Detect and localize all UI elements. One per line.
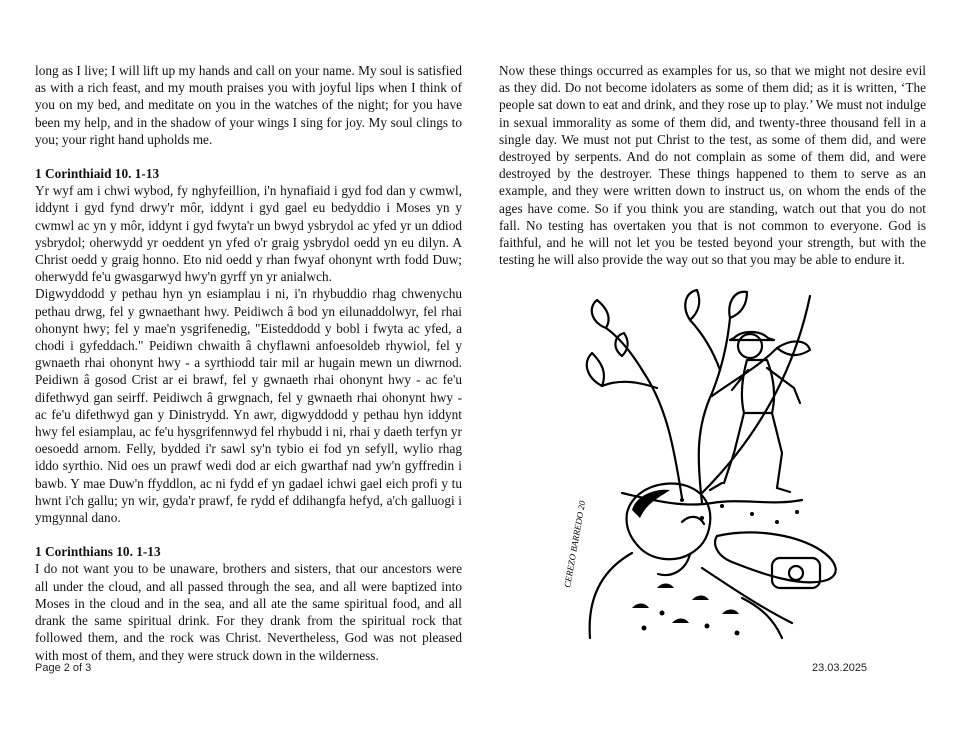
english-paragraph-left: I do not want you to be unaware, brothers and sisters, that our ancestors were all under the cloud, and all passed through the sea, and all were baptized into Moses in the cloud and in the sea, and all ate the same spiritual food, and all drank the same spiritual drink. For they drank from the spiritual rock that followed them, and the rock was Christ. Nevertheless, God was not pleased with most of them, and they were struck down in the wilderness. [35,561,462,663]
gardener-head [738,334,762,358]
welsh-paragraph-1: Yr wyf am i chwi wybod, fy nghyfeillion, i'n hynafiaid i gyd fod dan y cwmwl, iddynt i gyd fynd drwy'r môr, iddynt i gyd gael eu bedyddio i Moses yn y cwmwl ac yn y môr, iddynt i gyd fwyta'r un bwyd ysbrydol ac yfed yr un ddiod ysbrydol; oherwydd yr oeddent yn yfed o'r graig ysbrydol oedd yn eu dilyn. A Christ oedd y graig honno. Eto nid oedd y rhan fwyaf ohonynt wrth fodd Duw; oherwydd fe'u gwasgarwyd hwy'n gyrff yn yr anialwch. [35,183,462,285]
intro-paragraph: long as I live; I will lift up my hands and call on your name. My soul is satisfied as with a rich feast, and my mouth praises you with joyful lips when I think of you on my bed, and meditate on you in the watches of the night; for you have been my help, and in the shadow of your wings I sing for joy. My soul clings to you; your right hand upholds me. [35,63,462,147]
tree-trunk-right [699,318,730,503]
spade-handle [702,296,810,493]
chainsaw-hub [789,566,803,580]
english-reading-heading: 1 Corinthians 10. 1-13 [35,544,161,560]
leaf [729,292,747,318]
english-paragraph-right: Now these things occurred as examples for us, so that we might not desire evil as they did. Do not become idolaters as some of them did; as it is written, ‘The people sat down to eat and drink, and they rose up to play.’ We must not indulge in sexual immorality as some of them did, and twenty-three thousand fell in a single day. We must not put Christ to the test, as some of them did, and were destroyed by serpents. And do not complain as some of them did, and were destroyed by the destroyer. These things happened to them to serve as an example, and they were written down to instruct us, on whom the ends of the ages have come. So if you think you are standing, watch out that you do not fall. No testing has overtaken you that is not common to everyone. God is faithful, and he will not let you be tested beyond your strength, but with the testing he will also provide the way out so that you may be able to endure it. [499,63,926,268]
gardener-legs [724,413,782,488]
tree-trunk-left [606,328,682,498]
shirt-pattern [632,584,740,636]
left-column [35,62,462,664]
leaf [685,290,699,320]
man-shoulders [590,553,792,638]
tree-gardener-chainsaw-illustration [562,278,882,643]
paragraph-gap [35,148,462,165]
tree-branch [690,320,720,370]
right-column [499,62,926,268]
artist-signature: CEREZO BARREDO 20 [562,499,588,589]
chainsaw-body [772,558,820,588]
leaf [587,353,604,386]
page-date: 23.03.2025 [812,662,868,674]
page-number: Page 2 of 3 [35,662,92,674]
man-head [627,484,711,560]
leaf [592,300,609,328]
paragraph-gap [35,526,462,543]
chainsaw-blade [715,532,836,582]
welsh-paragraph-2: Digwyddodd y pethau hyn yn esiamplau i ni, i'n rhybuddio rhag chwenychu pethau drwg, fel y gwnaethant hwy. Peidiwch â bod yn eilunaddolwyr, fel rhai ohonynt hwy; fel y mae'n ysgrifenedig, "Eisteddodd y bobl i fwyta ac yfed, a chodi i gyfeddach." Peidiwn chwaith â chyflawni anfoesoldeb rhywiol, fel y gwnaeth rhai ohonynt hwy - a syrthiodd tair mil ar hugain mewn un diwrnod. Peidiwn â gosod Crist ar ei brawf, fel y gwnaeth rhai ohonynt hwy - ac fe'u difethwyd gan seirff. Peidiwch â grwgnach, fel y gwnaeth rhai ohonynt hwy - ac fe'u difethwyd gan y Dinistrydd. Yn awr, digwyddodd y pethau hyn iddynt hwy fel esiamplau, ac fe'u hysgrifennwyd fel rhybudd i ni, rhai y daeth terfyn yr oesoedd arnom. Felly, bydded i'r sawl sy'n tybio ei fod yn sefyll, wylio rhag iddo syrthio. Nid oes un prawf wedi dod ar eich gwarthaf nad yw'n gyffredin i bawb. Y mae Duw'n ffyddlon, ac ni fydd ef yn gadael ichwi gael eich profi y tu hwnt i'ch gallu; yn wir, gyda'r prawf, fe rydd ef ddihangfa hefyd, a'ch galluogi i ymgynnal dano. [35,286,462,526]
leaf [615,333,627,356]
man-hand [742,598,782,638]
welsh-reading-heading: 1 Corinthiaid 10. 1-13 [35,166,160,182]
